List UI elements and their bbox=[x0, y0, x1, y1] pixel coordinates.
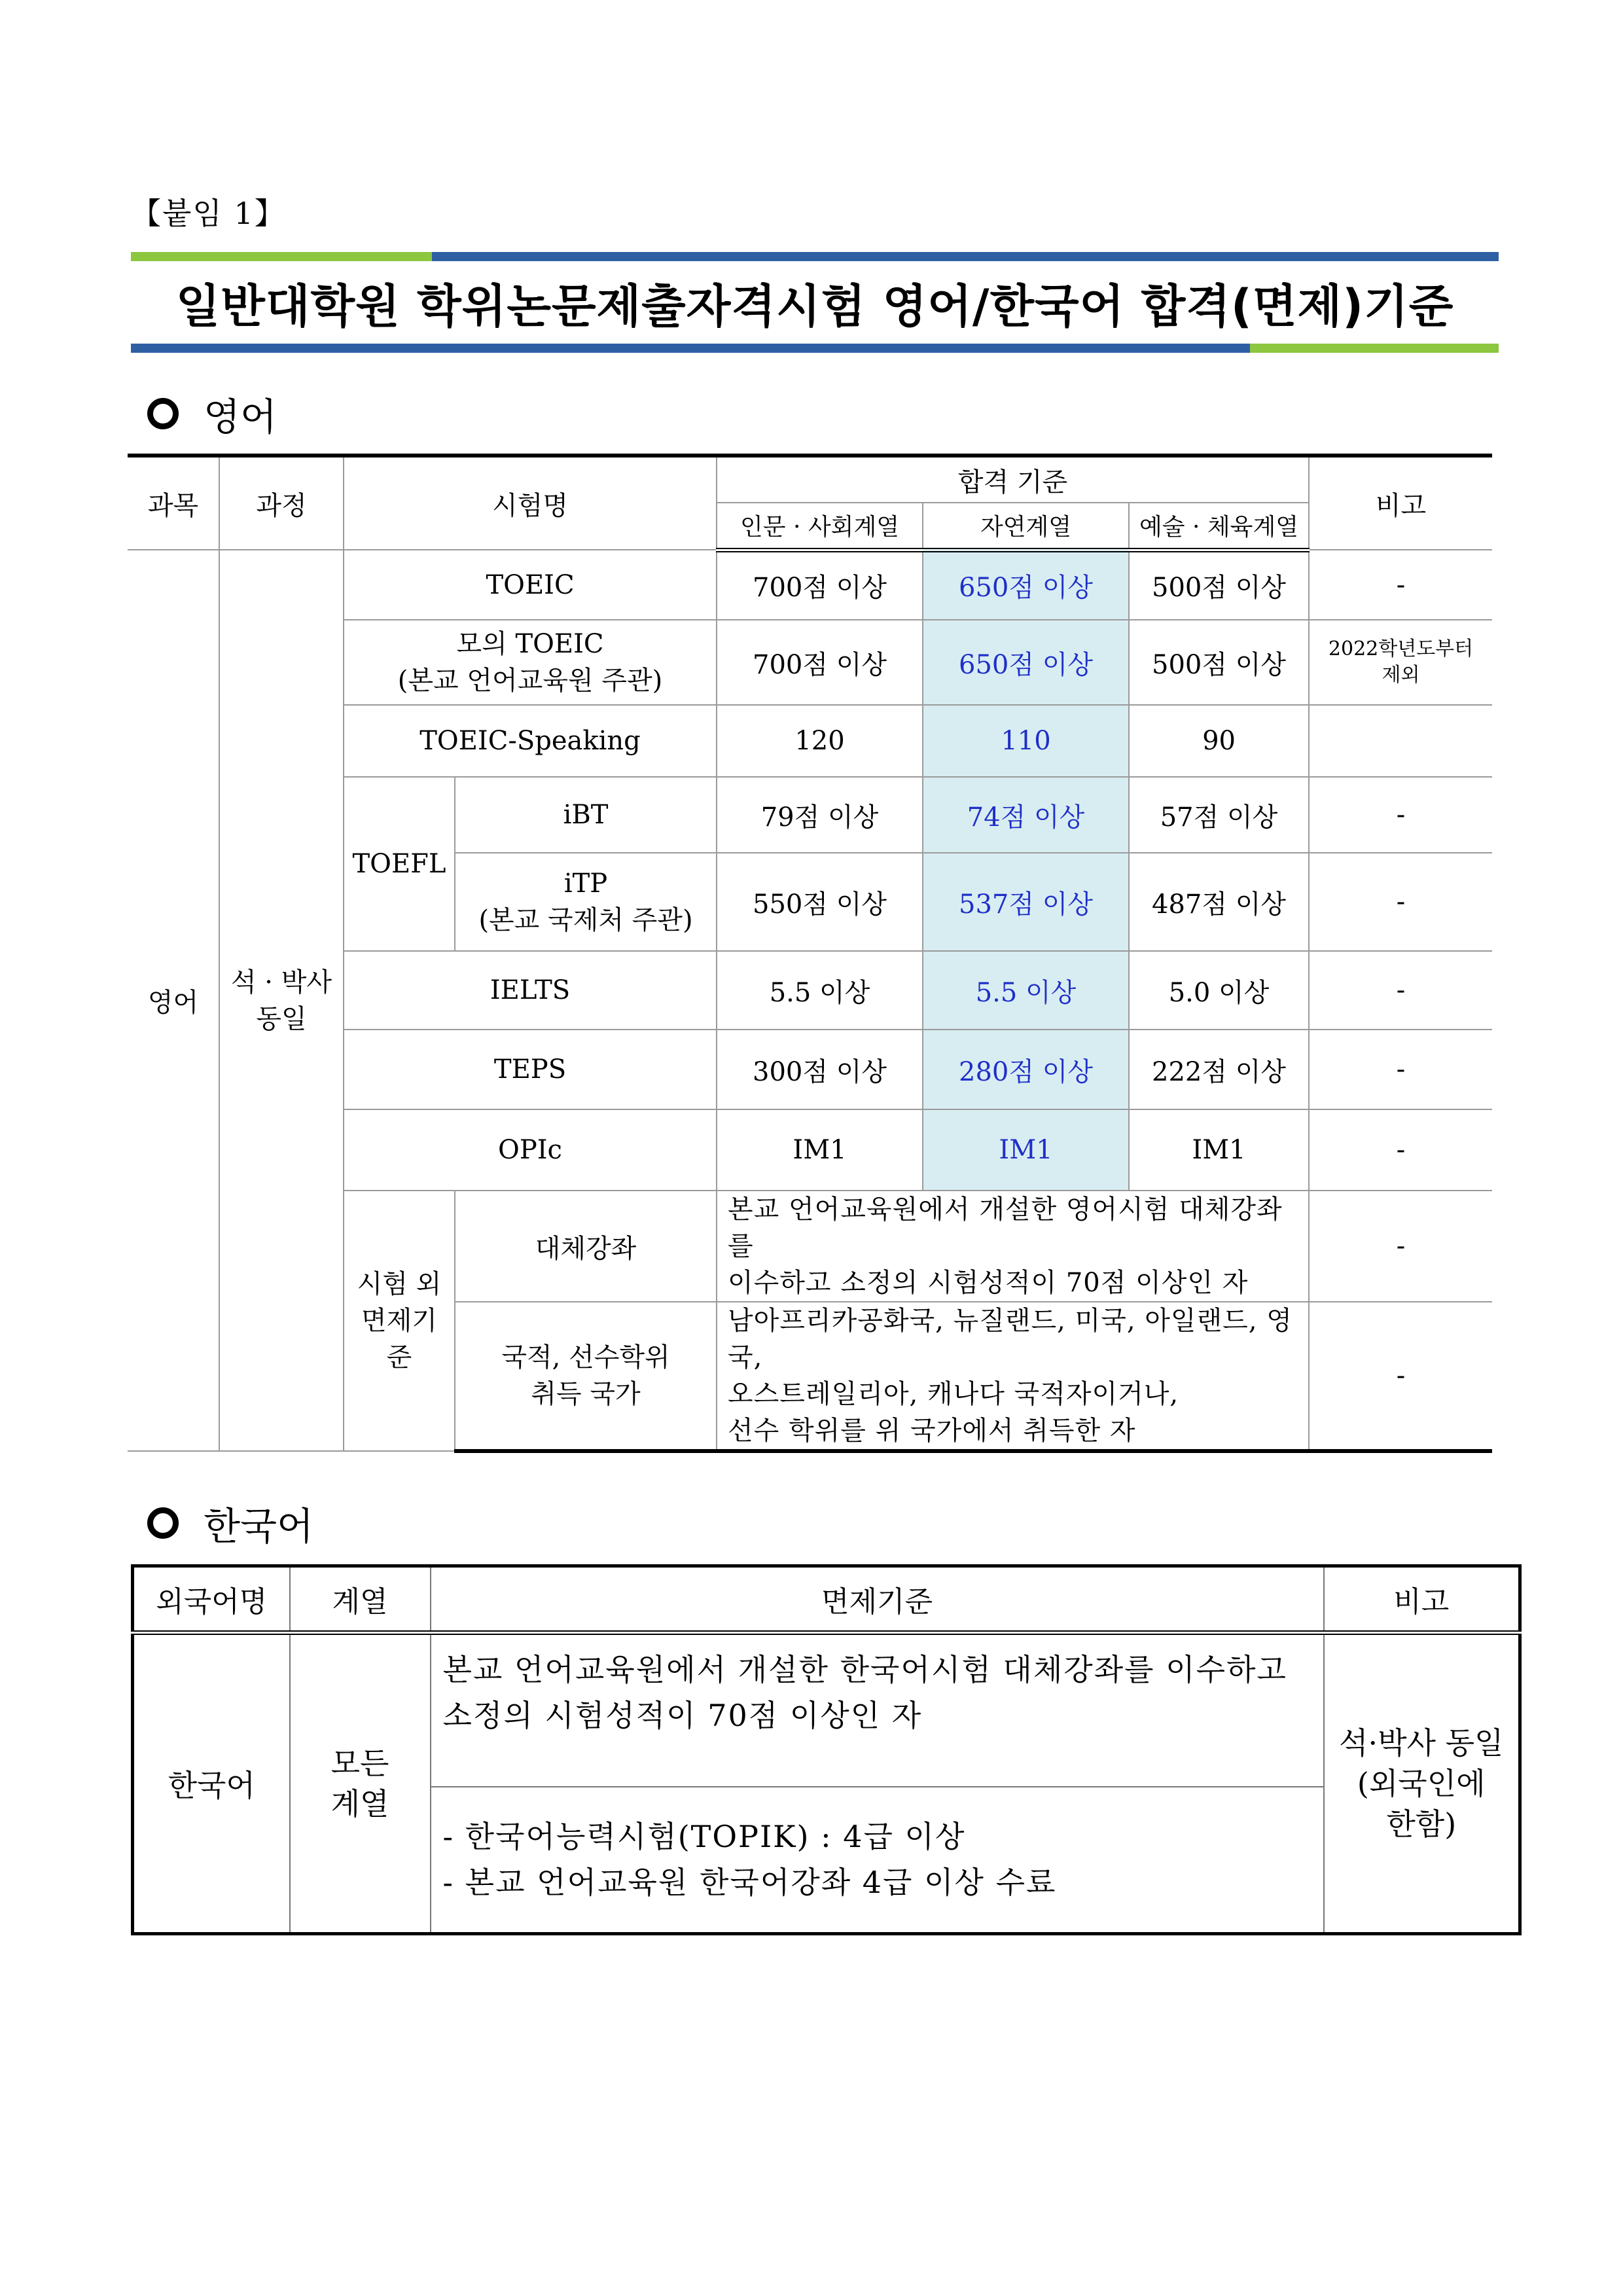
natural-value: 74점 이상 bbox=[923, 777, 1129, 853]
subject-cell: 영어 bbox=[128, 550, 219, 1451]
exam-line: 모의 TOEIC bbox=[456, 629, 604, 659]
remarks-line: 한함) bbox=[1386, 1806, 1457, 1842]
green-bar-segment bbox=[1250, 344, 1499, 353]
natural-value: 650점 이상 bbox=[923, 550, 1129, 620]
arts-value: 222점 이상 bbox=[1129, 1030, 1309, 1109]
natural-value: 5.5 이상 bbox=[923, 951, 1129, 1030]
natural-value: 537점 이상 bbox=[923, 853, 1129, 951]
remarks-value bbox=[1309, 705, 1492, 777]
exemption-label-line: 국적, 선수학위 bbox=[501, 1342, 670, 1372]
remarks-line: 제외 bbox=[1382, 664, 1420, 687]
exemption-label-line: 취득 국가 bbox=[531, 1379, 641, 1409]
remarks-value: - bbox=[1309, 853, 1492, 951]
header-course: 과정 bbox=[219, 456, 344, 550]
exemption-text-line: 이수하고 소정의 시험성적이 70점 이상인 자 bbox=[728, 1268, 1249, 1298]
attachment-label: 【붙임 1】 bbox=[131, 196, 286, 231]
exam-toeic: TOEIC bbox=[344, 550, 717, 620]
arts-value: 5.0 이상 bbox=[1129, 951, 1309, 1030]
title-bottom-bar bbox=[131, 344, 1499, 353]
natural-value: 280점 이상 bbox=[923, 1030, 1129, 1109]
remarks-value: - bbox=[1309, 1302, 1492, 1451]
header-criteria: 면제기준 bbox=[431, 1566, 1324, 1633]
natural-value: 650점 이상 bbox=[923, 620, 1129, 705]
humanities-value: 700점 이상 bbox=[717, 620, 923, 705]
blue-bar-segment bbox=[432, 252, 1499, 261]
exam-group-toefl: TOEFL bbox=[344, 777, 455, 951]
circle-bullet-icon bbox=[147, 398, 179, 429]
arts-value: 500점 이상 bbox=[1129, 550, 1309, 620]
criteria-alt-course bbox=[431, 1633, 1324, 1787]
exam-line: (본교 언어교육원 주관) bbox=[397, 666, 663, 696]
header-field: 계열 bbox=[290, 1566, 431, 1633]
exam-line: (본교 국제처 주관) bbox=[478, 905, 693, 935]
circle-bullet-icon bbox=[147, 1507, 179, 1539]
exemption-group-line: 면제기준 bbox=[361, 1306, 437, 1372]
page-title: 일반대학원 학위논문제출자격시험 영어/한국어 합격(면제)기준 bbox=[175, 279, 1454, 333]
remarks-value: - bbox=[1309, 1191, 1492, 1302]
course-line: 동일 bbox=[256, 1003, 307, 1034]
exemption-text-line: 남아프리카공화국, 뉴질랜드, 미국, 아일랜드, 영국, bbox=[728, 1306, 1293, 1372]
title-top-bar bbox=[131, 252, 1499, 261]
header-remarks: 비고 bbox=[1309, 456, 1492, 550]
english-section-heading bbox=[147, 386, 277, 441]
exemption-alt-course-label: 대체강좌 bbox=[455, 1191, 717, 1302]
header-arts: 예술 · 체육계열 bbox=[1129, 503, 1309, 550]
exemption-nationality-text bbox=[717, 1302, 1309, 1451]
arts-value: 500점 이상 bbox=[1129, 620, 1309, 705]
header-humanities: 인문 · 사회계열 bbox=[717, 503, 923, 550]
remarks-value: - bbox=[1309, 777, 1492, 853]
header-remarks: 비고 bbox=[1324, 1566, 1520, 1633]
remarks-value: - bbox=[1309, 550, 1492, 620]
exam-line: iTP bbox=[563, 869, 608, 899]
natural-value: IM1 bbox=[923, 1109, 1129, 1191]
arts-value: 57점 이상 bbox=[1129, 777, 1309, 853]
humanities-value: 300점 이상 bbox=[717, 1030, 923, 1109]
remarks-value: - bbox=[1309, 1109, 1492, 1191]
arts-value: 90 bbox=[1129, 705, 1309, 777]
criteria-line: - 본교 언어교육원 한국어강좌 4급 이상 수료 bbox=[442, 1865, 1057, 1901]
korean-section-heading bbox=[147, 1496, 313, 1551]
green-bar-segment bbox=[131, 252, 432, 261]
exemption-text-line: 본교 언어교육원에서 개설한 영어시험 대체강좌를 bbox=[728, 1194, 1283, 1261]
exam-ibt: iBT bbox=[455, 777, 717, 853]
exemption-alt-course-text bbox=[717, 1191, 1309, 1302]
humanities-value: 120 bbox=[717, 705, 923, 777]
exam-teps: TEPS bbox=[344, 1030, 717, 1109]
exam-opic: OPIc bbox=[344, 1109, 717, 1191]
header-subject: 과목 bbox=[128, 456, 219, 550]
blue-bar-segment bbox=[131, 344, 1250, 353]
section-heading-text: 영어 bbox=[204, 395, 277, 439]
english-criteria-table bbox=[128, 454, 1492, 1453]
remarks-line: (외국인에 bbox=[1357, 1766, 1486, 1801]
field-cell bbox=[290, 1633, 431, 1934]
exam-ielts: IELTS bbox=[344, 951, 717, 1030]
remarks-value bbox=[1309, 620, 1492, 705]
humanities-value: 700점 이상 bbox=[717, 550, 923, 620]
criteria-line: 본교 언어교육원에서 개설한 한국어시험 대체강좌를 이수하고 bbox=[442, 1652, 1287, 1687]
course-cell bbox=[219, 550, 344, 1451]
field-line: 계열 bbox=[330, 1786, 389, 1821]
humanities-value: 5.5 이상 bbox=[717, 951, 923, 1030]
remarks-value: - bbox=[1309, 951, 1492, 1030]
criteria-line: - 한국어능력시험(TOPIK) : 4급 이상 bbox=[442, 1819, 966, 1855]
course-line: 석 · 박사 bbox=[230, 967, 332, 997]
criteria-line: 소정의 시험성적이 70점 이상인 자 bbox=[442, 1698, 923, 1733]
remarks-line: 2022학년도부터 bbox=[1328, 637, 1474, 660]
header-language: 외국어명 bbox=[133, 1566, 290, 1633]
exam-toeic-speaking: TOEIC-Speaking bbox=[344, 705, 717, 777]
field-line: 모든 bbox=[330, 1746, 389, 1781]
header-pass-criteria: 합격 기준 bbox=[717, 456, 1309, 503]
header-exam-name: 시험명 bbox=[344, 456, 717, 550]
exemption-nationality-label bbox=[455, 1302, 717, 1451]
humanities-value: IM1 bbox=[717, 1109, 923, 1191]
exemption-text-line: 오스트레일리아, 캐나다 국적자이거나, bbox=[728, 1379, 1179, 1409]
exam-mock-toeic bbox=[344, 620, 717, 705]
korean-criteria-table bbox=[131, 1564, 1522, 1935]
section-heading-text: 한국어 bbox=[204, 1504, 314, 1549]
exemption-group bbox=[344, 1191, 455, 1451]
remarks-value: - bbox=[1309, 1030, 1492, 1109]
language-cell: 한국어 bbox=[133, 1633, 290, 1934]
arts-value: 487점 이상 bbox=[1129, 853, 1309, 951]
remarks-cell bbox=[1324, 1633, 1520, 1934]
remarks-line: 석·박사 동일 bbox=[1339, 1725, 1504, 1761]
exemption-text-line: 선수 학위를 위 국가에서 취득한 자 bbox=[728, 1416, 1136, 1446]
header-natural: 자연계열 bbox=[923, 503, 1129, 550]
exemption-group-line: 시험 외 bbox=[357, 1269, 442, 1299]
natural-value: 110 bbox=[923, 705, 1129, 777]
humanities-value: 550점 이상 bbox=[717, 853, 923, 951]
exam-itp bbox=[455, 853, 717, 951]
arts-value: IM1 bbox=[1129, 1109, 1309, 1191]
humanities-value: 79점 이상 bbox=[717, 777, 923, 853]
criteria-topik bbox=[431, 1787, 1324, 1934]
